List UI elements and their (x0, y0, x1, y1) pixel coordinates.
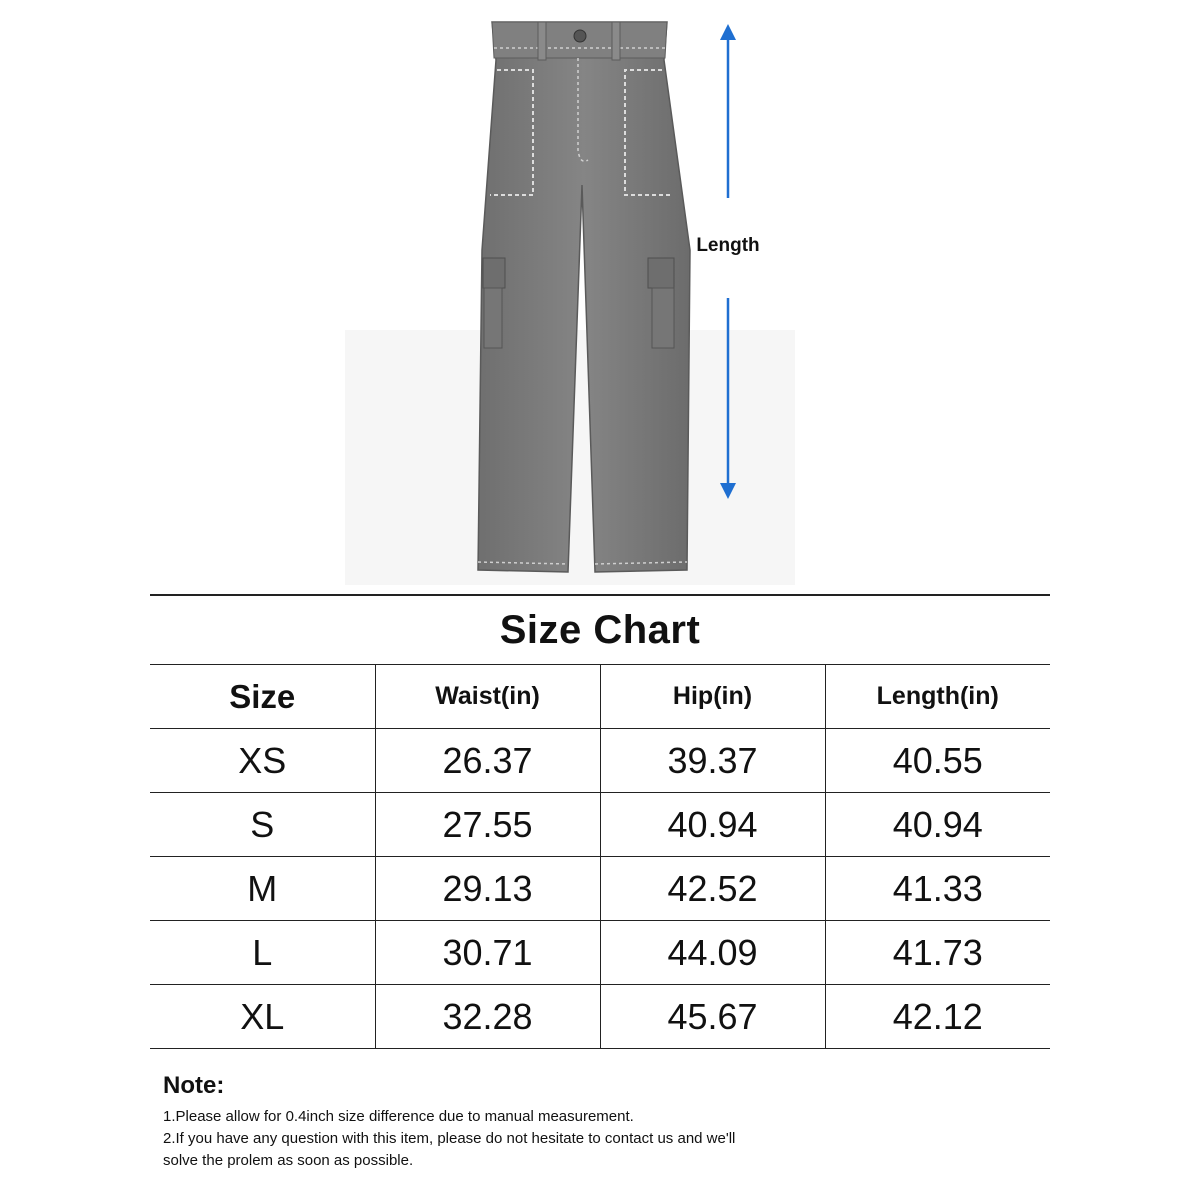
length-label: Length (696, 235, 760, 256)
column-header-length: Length(in) (825, 665, 1050, 729)
length-cell: 42.12 (825, 985, 1050, 1049)
table-row (150, 985, 1050, 1049)
waist-cell: 26.37 (375, 729, 600, 793)
column-header-waist: Waist(in) (375, 665, 600, 729)
size-chart-table (150, 594, 1050, 1049)
note-line: 2.If you have any question with this item, please do not hesitate to contact us and we'll (163, 1130, 736, 1147)
size-cell: XS (150, 729, 375, 793)
waist-cell: 30.71 (375, 921, 600, 985)
length-cell: 41.73 (825, 921, 1050, 985)
table-row (150, 921, 1050, 985)
product-illustration (0, 0, 1200, 590)
table-row (150, 857, 1050, 921)
waist-cell: 29.13 (375, 857, 600, 921)
column-header-size: Size (150, 665, 375, 729)
size-cell: XL (150, 985, 375, 1049)
hip-cell: 40.94 (600, 793, 825, 857)
hip-cell: 39.37 (600, 729, 825, 793)
note-title: Note: (163, 1072, 225, 1099)
note-line: solve the prolem as soon as possible. (163, 1152, 414, 1169)
table-row (150, 793, 1050, 857)
table-row (150, 729, 1050, 793)
length-cell: 40.55 (825, 729, 1050, 793)
size-cell: M (150, 857, 375, 921)
note-line: 1.Please allow for 0.4inch size difference due to manual measurement. (163, 1108, 634, 1125)
column-header-hip: Hip(in) (600, 665, 825, 729)
hip-cell: 45.67 (600, 985, 825, 1049)
size-cell: S (150, 793, 375, 857)
hip-cell: 44.09 (600, 921, 825, 985)
length-cell: 41.33 (825, 857, 1050, 921)
length-cell: 40.94 (825, 793, 1050, 857)
note-section (163, 1072, 1063, 1172)
size-chart-title: Size Chart (150, 595, 1050, 665)
table-header-row (150, 665, 1050, 729)
hip-cell: 42.52 (600, 857, 825, 921)
size-cell: L (150, 921, 375, 985)
waist-cell: 32.28 (375, 985, 600, 1049)
waist-cell: 27.55 (375, 793, 600, 857)
